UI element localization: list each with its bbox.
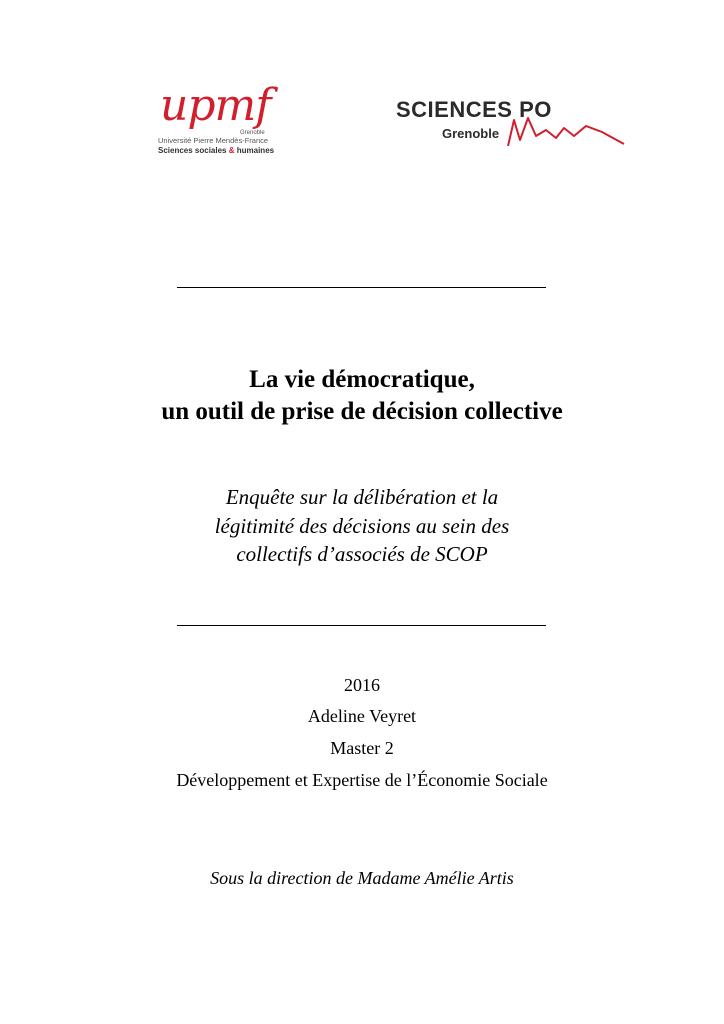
divider-top <box>177 287 546 288</box>
mountain-icon <box>506 110 626 150</box>
program: Développement et Expertise de l’Économie Sociale <box>176 770 548 790</box>
upmf-logo <box>156 80 292 174</box>
divider-bottom <box>177 625 546 626</box>
subtitle-line-1: Enquête sur la délibération et la <box>225 485 499 509</box>
author: Adeline Veyret <box>307 706 417 726</box>
sciencespo-city: Grenoble <box>442 126 500 141</box>
upmf-wordmark: upmf <box>160 80 271 131</box>
year: 2016 <box>344 675 380 695</box>
upmf-faculty <box>158 146 274 155</box>
subtitle-line-3: collectifs d’associés de SCOP <box>236 542 488 566</box>
subtitle-line-2: légitimité des décisions au sein des <box>214 514 510 538</box>
upmf-faculty-part1: Sciences sociales <box>158 146 227 155</box>
degree: Master 2 <box>330 738 394 758</box>
upmf-city: Grenoble <box>240 130 265 136</box>
upmf-faculty-amp: & <box>228 146 235 155</box>
title-line-1: La vie démocratique, <box>249 366 475 393</box>
sciencespo-name: SCIENCES PO <box>396 97 552 122</box>
supervisor-line: Sous la direction de Madame Amélie Artis <box>210 868 514 888</box>
sciencespo-logo <box>396 98 632 158</box>
title-line-2: un outil de prise de décision collective <box>161 398 563 425</box>
upmf-university-name: Université Pierre Mendès-France <box>158 136 269 145</box>
upmf-faculty-part2: humaines <box>236 146 275 155</box>
